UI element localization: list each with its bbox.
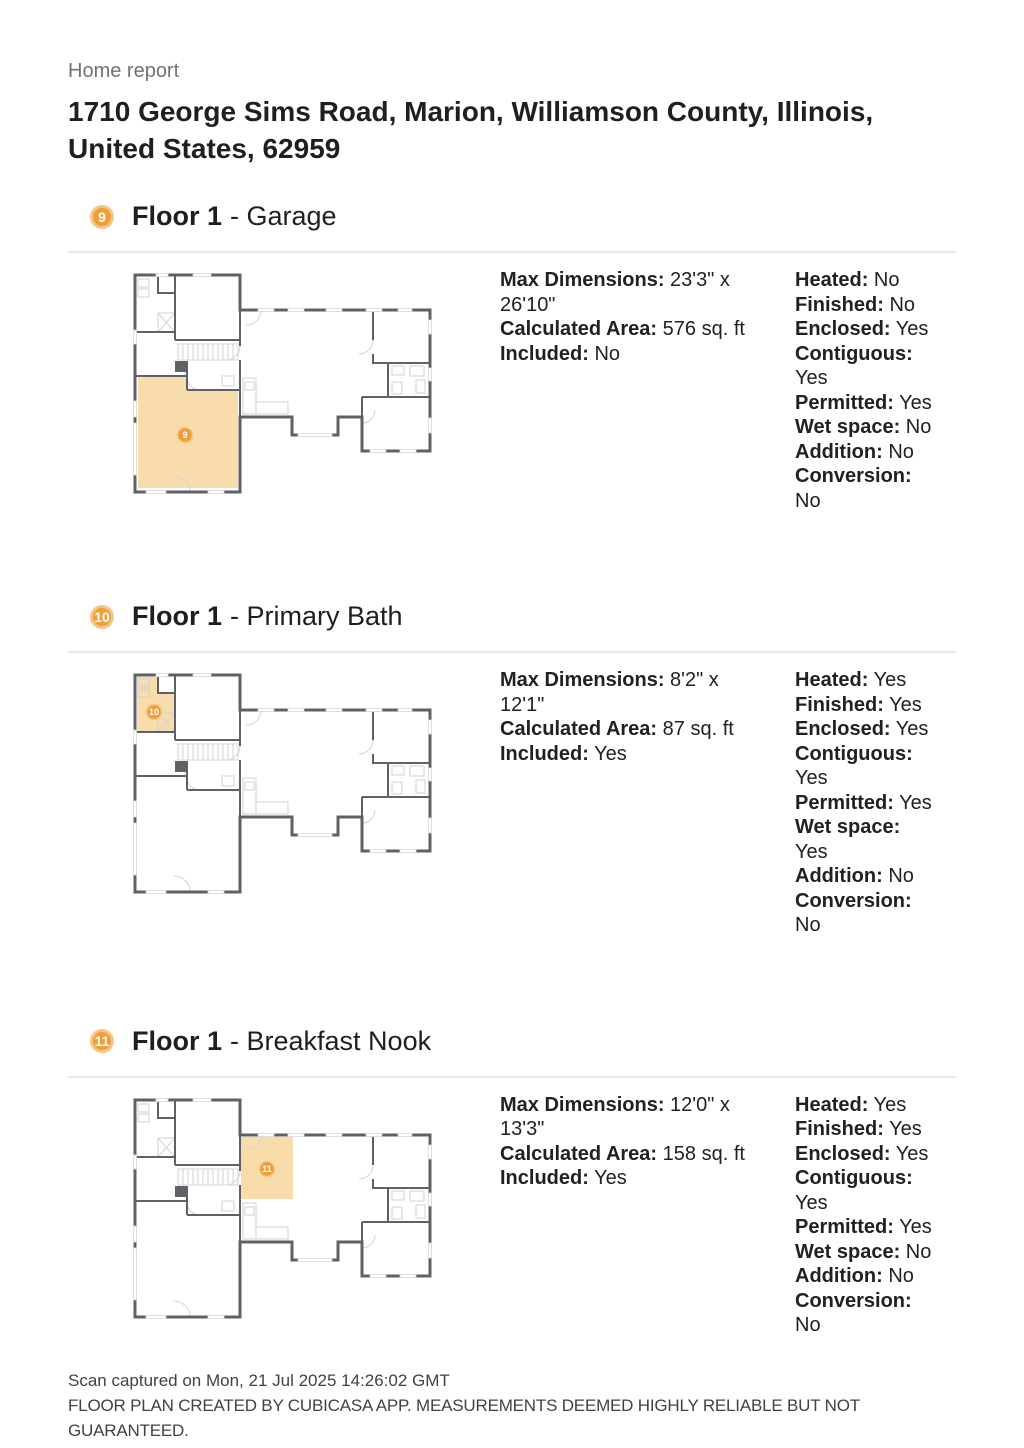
attribute-label: Contiguous: xyxy=(795,742,913,765)
attribute-value: Yes xyxy=(895,1142,929,1165)
attribute-row xyxy=(795,391,937,416)
attribute-value: Yes xyxy=(795,367,828,389)
detail-value: 23'3" x 26'10" xyxy=(500,269,730,316)
attribute-label: Enclosed: xyxy=(795,318,891,340)
detail-row xyxy=(500,1142,758,1167)
attribute-row xyxy=(795,742,937,791)
dimension-details xyxy=(500,668,758,766)
disclaimer-text: FLOOR PLAN CREATED BY CUBICASA APP. MEASUREMENTS DEEMED HIGHLY RELIABLE BUT NOT GUARANTEED. xyxy=(68,1395,860,1440)
attribute-label: Enclosed: xyxy=(795,718,891,740)
section-divider xyxy=(68,651,956,653)
attribute-row xyxy=(795,342,937,391)
attribute-value: Yes xyxy=(899,391,932,414)
attribute-label: Heated: xyxy=(795,269,869,291)
detail-row xyxy=(500,268,758,317)
attribute-row xyxy=(795,1289,937,1338)
attribute-value: Yes xyxy=(795,840,828,863)
attribute-row xyxy=(795,440,937,465)
detail-value: Yes xyxy=(594,1167,627,1189)
detail-value: 8'2" x 12'1" xyxy=(500,669,719,716)
detail-value: 12'0" x 13'3" xyxy=(500,1093,730,1140)
attribute-label: Contiguous: xyxy=(795,1167,913,1189)
attribute-value: No xyxy=(888,865,914,887)
section-body xyxy=(68,268,956,513)
attribute-label: Addition: xyxy=(795,865,883,887)
detail-label: Calculated Area: xyxy=(500,718,658,740)
attribute-label: Enclosed: xyxy=(795,1142,891,1165)
section-divider xyxy=(68,1076,956,1078)
floor-plan-drawing xyxy=(130,268,470,500)
report-type-label: Home report xyxy=(68,60,180,82)
attribute-row xyxy=(795,1264,937,1289)
attribute-label: Heated: xyxy=(795,669,869,691)
room-name-label: - Primary Bath xyxy=(230,601,403,631)
detail-value: 576 sq. ft xyxy=(662,318,745,340)
dimension-details xyxy=(500,268,758,366)
attribute-label: Permitted: xyxy=(795,1216,894,1238)
attribute-row xyxy=(795,668,937,693)
section-header xyxy=(68,601,956,632)
floor-plan xyxy=(130,668,470,900)
property-address: 1710 George Sims Road, Marion, Williamson County, Illinois, United States, 62959 xyxy=(68,96,874,164)
floor-label: Floor 1 xyxy=(132,1025,223,1056)
attribute-row xyxy=(795,717,937,742)
detail-label: Calculated Area: xyxy=(500,1142,658,1165)
attribute-value: Yes xyxy=(899,1216,932,1238)
room-number-badge: 10 xyxy=(90,605,114,629)
room-attributes xyxy=(795,268,937,513)
section-body xyxy=(68,668,956,938)
attribute-value: Yes xyxy=(895,718,929,740)
detail-row xyxy=(500,668,758,717)
dimension-details xyxy=(500,1093,758,1191)
attribute-label: Wet space: xyxy=(795,1240,901,1263)
attribute-value: Yes xyxy=(889,1118,922,1140)
attribute-label: Conversion: xyxy=(795,465,912,487)
attribute-value: No xyxy=(905,1240,932,1263)
room-name-label: - Garage xyxy=(230,201,337,231)
attribute-value: No xyxy=(905,416,932,438)
attribute-label: Conversion: xyxy=(795,1289,912,1312)
attribute-label: Permitted: xyxy=(795,391,894,414)
attribute-row xyxy=(795,1166,937,1215)
attribute-value: No xyxy=(795,1314,821,1336)
attribute-value: No xyxy=(888,1265,914,1287)
attribute-value: Yes xyxy=(795,1191,828,1214)
attribute-label: Finished: xyxy=(795,1118,884,1140)
attribute-row xyxy=(795,1240,937,1265)
floor-plan-drawing xyxy=(130,1093,470,1325)
room-attributes xyxy=(795,1093,937,1338)
attribute-row xyxy=(795,268,937,293)
detail-value: No xyxy=(594,342,621,365)
floor-label: Floor 1 xyxy=(132,201,223,231)
attribute-row xyxy=(795,317,937,342)
section-body xyxy=(68,1093,956,1338)
detail-label: Calculated Area: xyxy=(500,318,658,340)
floor-label: Floor 1 xyxy=(132,601,223,631)
room-section-primary-bath xyxy=(68,601,956,938)
floor-plan xyxy=(130,268,470,500)
section-header xyxy=(68,201,956,232)
section-title xyxy=(132,201,337,232)
section-title xyxy=(132,1026,431,1057)
detail-row xyxy=(500,317,758,342)
detail-row xyxy=(500,1166,758,1191)
section-title xyxy=(132,601,403,632)
attribute-row xyxy=(795,1117,937,1142)
detail-label: Included: xyxy=(500,742,589,765)
attribute-row xyxy=(795,1215,937,1240)
attribute-row xyxy=(795,1142,937,1167)
detail-label: Included: xyxy=(500,1167,589,1189)
attribute-row xyxy=(795,415,937,440)
attribute-label: Wet space: xyxy=(795,416,901,438)
attribute-value: No xyxy=(795,914,821,936)
attribute-row xyxy=(795,815,937,864)
attribute-value: Yes xyxy=(795,767,828,789)
detail-label: Max Dimensions: xyxy=(500,1093,665,1116)
attribute-label: Heated: xyxy=(795,1093,869,1116)
detail-value: 158 sq. ft xyxy=(662,1142,745,1165)
section-divider xyxy=(68,251,956,253)
detail-row xyxy=(500,342,758,367)
detail-value: 87 sq. ft xyxy=(662,718,734,740)
section-header xyxy=(68,1026,956,1057)
attribute-row xyxy=(795,464,937,513)
attribute-label: Addition: xyxy=(795,1265,883,1287)
attribute-value: Yes xyxy=(895,318,929,340)
attribute-value: Yes xyxy=(889,693,922,716)
floor-plan xyxy=(130,1093,470,1325)
svg-text:10: 10 xyxy=(148,707,160,718)
attribute-row xyxy=(795,791,937,816)
detail-value: Yes xyxy=(594,742,627,765)
room-attributes xyxy=(795,668,937,938)
detail-row xyxy=(500,1093,758,1142)
attribute-value: Yes xyxy=(873,669,907,691)
floor-plan-drawing xyxy=(130,668,470,900)
attribute-label: Wet space: xyxy=(795,816,901,838)
svg-text:9: 9 xyxy=(182,430,188,441)
attribute-row xyxy=(795,1093,937,1118)
attribute-row xyxy=(795,693,937,718)
attribute-value: No xyxy=(873,269,900,291)
room-number-badge: 9 xyxy=(90,205,114,229)
room-section-breakfast-nook xyxy=(68,1026,956,1338)
room-number-badge: 11 xyxy=(90,1029,114,1053)
room-name-label: - Breakfast Nook xyxy=(230,1025,432,1056)
attribute-label: Finished: xyxy=(795,693,884,716)
detail-row xyxy=(500,742,758,767)
attribute-value: Yes xyxy=(899,791,932,814)
attribute-row xyxy=(795,864,937,889)
attribute-value: No xyxy=(888,440,914,463)
attribute-value: Yes xyxy=(873,1093,907,1116)
detail-label: Max Dimensions: xyxy=(500,669,665,691)
detail-row xyxy=(500,717,758,742)
scan-timestamp: Scan captured on Mon, 21 Jul 2025 14:26:02 GMT xyxy=(68,1370,450,1390)
attribute-value: No xyxy=(889,293,916,316)
report-footer xyxy=(68,1368,956,1443)
attribute-label: Contiguous: xyxy=(795,342,913,365)
detail-label: Max Dimensions: xyxy=(500,269,665,291)
attribute-label: Conversion: xyxy=(795,889,912,912)
attribute-row xyxy=(795,889,937,938)
svg-text:11: 11 xyxy=(262,1163,272,1174)
attribute-label: Permitted: xyxy=(795,791,894,814)
attribute-value: No xyxy=(795,489,821,512)
detail-label: Included: xyxy=(500,342,589,365)
attribute-row xyxy=(795,293,937,318)
attribute-label: Finished: xyxy=(795,293,884,316)
room-section-garage xyxy=(68,201,956,513)
attribute-label: Addition: xyxy=(795,440,883,463)
